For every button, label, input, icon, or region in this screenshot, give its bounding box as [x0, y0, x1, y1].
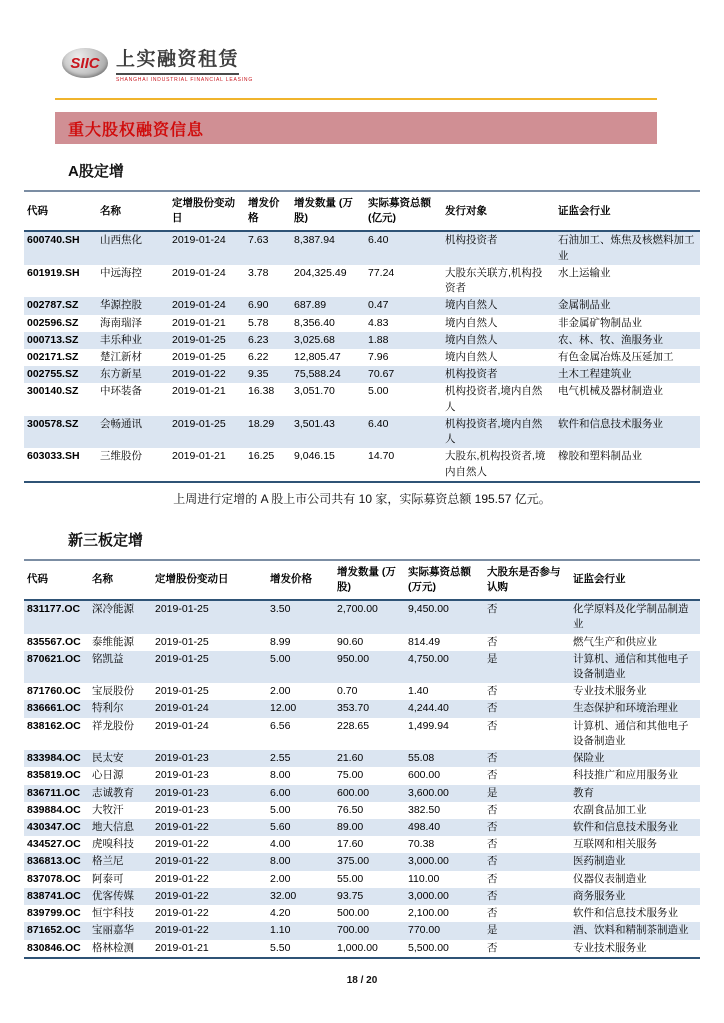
table-cell: 专业技术服务业 — [573, 941, 647, 954]
table-cell: 土木工程建筑业 — [558, 368, 632, 381]
table-cell: 软件和信息技术服务业 — [573, 907, 678, 920]
column-header: 增发价格 — [245, 191, 291, 231]
table-cell: 3,000.00 — [408, 855, 449, 868]
table-cell: 833984.OC — [27, 752, 81, 765]
column-header: 名称 — [89, 560, 152, 600]
table-cell: 5.50 — [270, 941, 291, 954]
table-cell: 大股东关联方,机构投资者 — [445, 266, 543, 295]
table-cell: 4,750.00 — [408, 652, 449, 665]
table-cell: 是 — [487, 652, 498, 665]
table-cell: 600.00 — [337, 786, 370, 799]
table-cell: 2019-01-23 — [155, 786, 209, 799]
table-cell: 专业技术服务业 — [573, 685, 647, 698]
table-cell: 75,588.24 — [294, 368, 341, 381]
table-cell: 2019-01-24 — [172, 299, 226, 312]
table-cell: 18.29 — [248, 417, 275, 430]
table-cell: 2.00 — [270, 872, 291, 885]
table-cell: 否 — [487, 907, 498, 920]
table-cell: 6.23 — [248, 333, 269, 346]
table-cell: 软件和信息技术服务业 — [573, 821, 678, 833]
table-cell: 204,325.49 — [294, 266, 347, 279]
table-cell: 2.55 — [270, 752, 291, 765]
table-cell: 1,000.00 — [337, 941, 378, 954]
column-header: 实际募资总额(万元) — [405, 560, 484, 600]
table-cell: 2019-01-21 — [172, 316, 226, 329]
table-cell: 500.00 — [337, 907, 370, 920]
column-header: 代码 — [24, 560, 89, 600]
table-cell: 2019-01-22 — [155, 855, 209, 868]
table-cell: 机构投资者,境内自然人 — [445, 385, 543, 413]
table-cell: 6.56 — [270, 719, 291, 732]
table-cell: 382.50 — [408, 803, 441, 816]
table-cell: 金属制品业 — [558, 299, 611, 312]
table-cell: 2019-01-25 — [155, 652, 209, 665]
table-cell: 石油加工、炼焦及核燃料加工业 — [558, 234, 695, 262]
table-cell: 3,051.70 — [294, 385, 335, 398]
table-cell: 2.00 — [270, 685, 291, 698]
table-cell: 0.47 — [368, 299, 389, 312]
table-cell: 600.00 — [408, 769, 441, 782]
table-cell: 8.99 — [270, 635, 291, 648]
table-cell: 90.60 — [337, 635, 364, 648]
logo-text-block — [116, 44, 253, 83]
table-row — [24, 600, 700, 633]
table-cell: 6.90 — [248, 299, 269, 312]
page-number: 18 / 20 — [346, 974, 378, 986]
table-cell: 机构投资者,境内自然人 — [445, 417, 543, 446]
table-row — [24, 802, 700, 819]
table-cell: 2019-01-22 — [172, 368, 226, 381]
table-cell: 中远海控 — [100, 266, 142, 279]
table-cell: 89.00 — [337, 821, 364, 833]
table-row — [24, 297, 700, 314]
table-row — [24, 888, 700, 905]
table-cell: 700.00 — [337, 924, 370, 937]
table-cell: 1.40 — [408, 685, 429, 698]
table-cell: 境内自然人 — [445, 316, 498, 329]
table-cell: 水上运输业 — [558, 266, 611, 279]
table-cell: 计算机、通信和其他电子设备制造业 — [573, 719, 689, 747]
siic-logo-text: SIIC — [70, 54, 100, 72]
table-cell: 否 — [487, 685, 498, 698]
column-header: 定增股份变动日 — [152, 560, 267, 600]
table-cell: 医药制造业 — [573, 855, 626, 868]
table-cell: 非金属矿物制品业 — [558, 316, 642, 329]
table-cell: 互联网和相关服务 — [573, 838, 657, 851]
table-cell: 2019-01-22 — [155, 821, 209, 833]
table-cell: 教育 — [573, 786, 594, 799]
table-cell: 虎嗅科技 — [92, 838, 134, 851]
table-row — [24, 383, 700, 415]
table-row — [24, 700, 700, 717]
table-cell: 836813.OC — [27, 855, 81, 868]
table-row — [24, 767, 700, 784]
table-cell: 铭凯益 — [92, 652, 124, 665]
table-cell: 计算机、通信和其他电子设备制造业 — [573, 652, 689, 681]
table-cell: 55.08 — [408, 752, 435, 765]
table-row — [24, 750, 700, 767]
table-row — [24, 651, 700, 683]
table-cell: 否 — [487, 821, 498, 833]
table-cell: 9,450.00 — [408, 603, 449, 616]
table-cell: 志诚教育 — [92, 786, 134, 799]
table-cell: 836711.OC — [27, 786, 81, 799]
table-cell: 否 — [487, 702, 498, 715]
table-cell: 3,025.68 — [294, 333, 335, 346]
table-cell: 32.00 — [270, 889, 297, 902]
table-cell: 商务服务业 — [573, 889, 626, 902]
a-share-summary: 上周进行定增的 A 股上市公司共有 10 家，实际募资总额 195.57 亿元。 — [173, 491, 551, 506]
company-name-english: SHANGHAI INDUSTRIAL FINANCIAL LEASING — [116, 77, 254, 83]
table-row — [24, 871, 700, 888]
table-cell: 498.40 — [408, 821, 441, 833]
table-cell: 大牧汗 — [92, 803, 124, 816]
table-cell: 是 — [487, 924, 498, 937]
ntb-section-title: 新三板定增 — [68, 531, 144, 549]
table-cell: 4,244.40 — [408, 702, 449, 715]
table-cell: 2019-01-23 — [155, 769, 209, 782]
column-header: 证监会行业 — [555, 191, 700, 231]
table-cell: 2,700.00 — [337, 603, 378, 616]
table-cell: 1,499.94 — [408, 719, 449, 732]
table-cell: 93.75 — [337, 889, 364, 902]
table-cell: 871760.OC — [27, 685, 81, 698]
table-cell: 否 — [487, 603, 498, 616]
table-cell: 770.00 — [408, 924, 441, 937]
table-cell: 600740.SH — [27, 234, 80, 247]
table-cell: 2019-01-25 — [172, 350, 226, 363]
table-cell: 仪器仪表制造业 — [573, 872, 647, 885]
column-header: 增发价格 — [267, 560, 334, 600]
table-cell: 地大信息 — [92, 821, 134, 833]
table-cell: 76.50 — [337, 803, 364, 816]
table-row — [24, 718, 700, 750]
table-cell: 831177.OC — [27, 603, 81, 616]
table-row — [24, 634, 700, 651]
table-cell: 祥龙股份 — [92, 719, 134, 732]
table-cell: 否 — [487, 803, 498, 816]
column-header: 定增股份变动日 — [169, 191, 245, 231]
table-cell: 海南瑞泽 — [100, 316, 142, 329]
table-cell: 4.83 — [368, 316, 389, 329]
table-cell: 2019-01-24 — [155, 702, 209, 715]
table-cell: 橡胶和塑料制品业 — [558, 450, 642, 463]
table-cell: 838741.OC — [27, 889, 81, 902]
table-cell: 境内自然人 — [445, 299, 498, 312]
table-row — [24, 940, 700, 958]
table-cell: 境内自然人 — [445, 350, 498, 363]
column-header: 增发数量 (万股) — [291, 191, 365, 231]
table-cell: 否 — [487, 769, 498, 782]
table-cell: 21.60 — [337, 752, 364, 765]
table-row — [24, 349, 700, 366]
table-cell: 深冷能源 — [92, 603, 134, 616]
table-cell: 300140.SZ — [27, 385, 79, 398]
column-header: 增发数量 (万股) — [334, 560, 405, 600]
table-cell: 002596.SZ — [27, 316, 79, 329]
table-cell: 农、林、牧、渔服务业 — [558, 333, 663, 346]
table-cell: 否 — [487, 872, 498, 885]
table-cell: 格兰尼 — [92, 855, 124, 868]
table-cell: 8,356.40 — [294, 316, 335, 329]
table-cell: 1.88 — [368, 333, 389, 346]
table-cell: 化学原料及化学制品制造业 — [573, 603, 689, 631]
table-cell: 宝辰股份 — [92, 685, 134, 698]
table-cell: 002171.SZ — [27, 350, 79, 363]
table-cell: 7.96 — [368, 350, 389, 363]
table-cell: 4.20 — [270, 907, 291, 920]
table-cell: 2019-01-21 — [172, 450, 226, 463]
table-cell: 835819.OC — [27, 769, 81, 782]
table-cell: 丰乐种业 — [100, 333, 142, 346]
table-cell: 4.00 — [270, 838, 291, 851]
table-cell: 恒宇科技 — [92, 907, 134, 920]
table-cell: 3.50 — [270, 603, 291, 616]
table-cell: 否 — [487, 941, 498, 954]
table-cell: 434527.OC — [27, 838, 81, 851]
table-row — [24, 819, 700, 836]
column-header: 实际募资总额(亿元) — [365, 191, 442, 231]
table-cell: 山西焦化 — [100, 234, 142, 247]
table-cell: 否 — [487, 838, 498, 851]
table-cell: 5.00 — [270, 652, 291, 665]
table-cell: 837078.OC — [27, 872, 81, 885]
table-cell: 格林检测 — [92, 941, 134, 954]
table-header-row — [24, 560, 700, 600]
table-cell: 2019-01-25 — [172, 333, 226, 346]
table-cell: 17.60 — [337, 838, 364, 851]
table-cell: 9.35 — [248, 368, 269, 381]
table-cell: 839884.OC — [27, 803, 81, 816]
table-cell: 55.00 — [337, 872, 364, 885]
table-cell: 否 — [487, 719, 498, 732]
table-cell: 430347.OC — [27, 821, 81, 833]
table-cell: 大股东,机构投资者,境内自然人 — [445, 450, 546, 478]
table-row — [24, 332, 700, 349]
table-cell: 5.00 — [368, 385, 389, 398]
table-cell: 2019-01-22 — [155, 907, 209, 920]
table-cell: 870621.OC — [27, 652, 81, 665]
table-cell: 3,600.00 — [408, 786, 449, 799]
table-cell: 5.60 — [270, 821, 291, 833]
table-cell: 838162.OC — [27, 719, 81, 732]
a-share-table — [24, 190, 700, 483]
table-cell: 中环装备 — [100, 385, 142, 398]
table-cell: 9,046.15 — [294, 450, 335, 463]
column-header: 代码 — [24, 191, 97, 231]
table-cell: 民太安 — [92, 752, 124, 765]
banner-title: 重大股权融资信息 — [68, 121, 205, 139]
table-cell: 7.63 — [248, 234, 269, 247]
table-cell: 601919.SH — [27, 266, 80, 279]
table-cell: 300578.SZ — [27, 417, 79, 430]
table-cell: 机构投资者 — [445, 368, 498, 381]
column-header: 发行对象 — [442, 191, 555, 231]
table-cell: 12,805.47 — [294, 350, 341, 363]
table-cell: 2019-01-22 — [155, 838, 209, 851]
table-cell: 2019-01-22 — [155, 872, 209, 885]
table-cell: 8.00 — [270, 769, 291, 782]
table-cell: 16.25 — [248, 450, 275, 463]
table-cell: 2019-01-21 — [155, 941, 209, 954]
table-cell: 农副食品加工业 — [573, 803, 647, 816]
table-cell: 814.49 — [408, 635, 441, 648]
table-cell: 2019-01-24 — [155, 719, 209, 732]
table-cell: 2019-01-25 — [172, 417, 226, 430]
table-cell: 否 — [487, 855, 498, 868]
table-cell: 0.70 — [337, 685, 358, 698]
table-cell: 2019-01-22 — [155, 924, 209, 937]
table-cell: 生态保护和环境治理业 — [573, 702, 678, 715]
table-cell: 16.38 — [248, 385, 275, 398]
table-cell: 5.00 — [270, 803, 291, 816]
table-cell: 否 — [487, 635, 498, 648]
table-cell: 阿泰可 — [92, 872, 124, 885]
table-cell: 228.65 — [337, 719, 370, 732]
table-cell: 830846.OC — [27, 941, 81, 954]
table-row — [24, 683, 700, 700]
table-row — [24, 905, 700, 922]
table-cell: 机构投资者 — [445, 234, 498, 247]
table-cell: 839799.OC — [27, 907, 81, 920]
table-row — [24, 366, 700, 383]
table-cell: 2019-01-22 — [155, 889, 209, 902]
table-row — [24, 785, 700, 802]
table-row — [24, 836, 700, 853]
table-cell: 14.70 — [368, 450, 395, 463]
table-cell: 3,501.43 — [294, 417, 335, 430]
table-cell: 东方新星 — [100, 368, 142, 381]
table-cell: 687.89 — [294, 299, 327, 312]
table-row — [24, 922, 700, 939]
table-cell: 70.67 — [368, 368, 395, 381]
table-cell: 泰维能源 — [92, 635, 134, 648]
table-cell: 宝丽嘉华 — [92, 924, 134, 937]
table-cell: 科技推广和应用服务业 — [573, 769, 678, 782]
table-row — [24, 231, 700, 264]
table-cell: 1.10 — [270, 924, 291, 937]
table-cell: 8,387.94 — [294, 234, 335, 247]
table-cell: 2019-01-21 — [172, 385, 226, 398]
table-cell: 2019-01-23 — [155, 752, 209, 765]
table-cell: 优客传媒 — [92, 889, 134, 902]
table-cell: 否 — [487, 889, 498, 902]
table-cell: 871652.OC — [27, 924, 81, 937]
table-row — [24, 416, 700, 448]
a-share-section-title: A股定增 — [68, 163, 124, 180]
table-cell: 77.24 — [368, 266, 395, 279]
table-row — [24, 265, 700, 297]
table-row — [24, 853, 700, 870]
table-cell: 75.00 — [337, 769, 364, 782]
table-cell: 5.78 — [248, 316, 269, 329]
table-cell: 酒、饮料和精制茶制造业 — [573, 924, 689, 937]
column-header: 证监会行业 — [570, 560, 700, 600]
table-cell: 110.00 — [408, 872, 440, 885]
table-cell: 否 — [487, 752, 498, 765]
table-cell: 心日源 — [92, 769, 124, 782]
table-cell: 2019-01-25 — [155, 685, 209, 698]
table-cell: 6.40 — [368, 234, 389, 247]
table-cell: 836661.OC — [27, 702, 81, 715]
table-cell: 电气机械及器材制造业 — [558, 385, 663, 398]
table-cell: 华源控股 — [100, 299, 142, 312]
table-cell: 2019-01-23 — [155, 803, 209, 816]
column-header: 名称 — [97, 191, 169, 231]
table-cell: 950.00 — [337, 652, 370, 665]
table-cell: 2019-01-24 — [172, 266, 226, 279]
table-row — [24, 448, 700, 481]
table-cell: 5,500.00 — [408, 941, 449, 954]
table-cell: 楚江新材 — [100, 350, 142, 363]
column-header: 大股东是否参与认购 — [484, 560, 570, 600]
table-cell: 燃气生产和供应业 — [573, 635, 657, 648]
new-third-board-table — [24, 559, 700, 959]
table-cell: 12.00 — [270, 702, 297, 715]
table-cell: 软件和信息技术服务业 — [558, 417, 663, 430]
siic-logo-icon — [62, 48, 108, 78]
table-cell: 保险业 — [573, 752, 605, 765]
table-cell: 3.78 — [248, 266, 269, 279]
table-cell: 2019-01-25 — [155, 635, 209, 648]
table-cell: 835567.OC — [27, 635, 81, 648]
table-cell: 70.38 — [408, 838, 435, 851]
table-cell: 000713.SZ — [27, 333, 79, 346]
table-cell: 境内自然人 — [445, 333, 498, 346]
table-cell: 6.40 — [368, 417, 389, 430]
table-cell: 6.22 — [248, 350, 269, 363]
table-cell: 375.00 — [337, 855, 370, 868]
table-cell: 002787.SZ — [27, 299, 79, 312]
table-cell: 2019-01-25 — [155, 603, 209, 616]
table-cell: 有色金属冶炼及压延加工 — [558, 350, 674, 363]
table-cell: 2,100.00 — [408, 907, 449, 920]
table-cell: 8.00 — [270, 855, 291, 868]
table-cell: 3,000.00 — [408, 889, 449, 902]
company-logo — [62, 44, 724, 83]
table-cell: 会畅通讯 — [100, 417, 142, 430]
table-cell: 353.70 — [337, 702, 370, 715]
table-cell: 002755.SZ — [27, 368, 79, 381]
table-cell: 特利尔 — [92, 702, 124, 715]
table-cell: 是 — [487, 786, 498, 799]
table-cell: 603033.SH — [27, 450, 80, 463]
table-header-row — [24, 191, 700, 231]
table-cell: 6.00 — [270, 786, 291, 799]
table-row — [24, 315, 700, 332]
table-cell: 2019-01-24 — [172, 234, 226, 247]
gold-divider — [55, 98, 657, 100]
section-banner — [55, 112, 657, 144]
company-name: 上实融资租赁 — [116, 44, 239, 75]
table-cell: 三维股份 — [100, 450, 142, 463]
